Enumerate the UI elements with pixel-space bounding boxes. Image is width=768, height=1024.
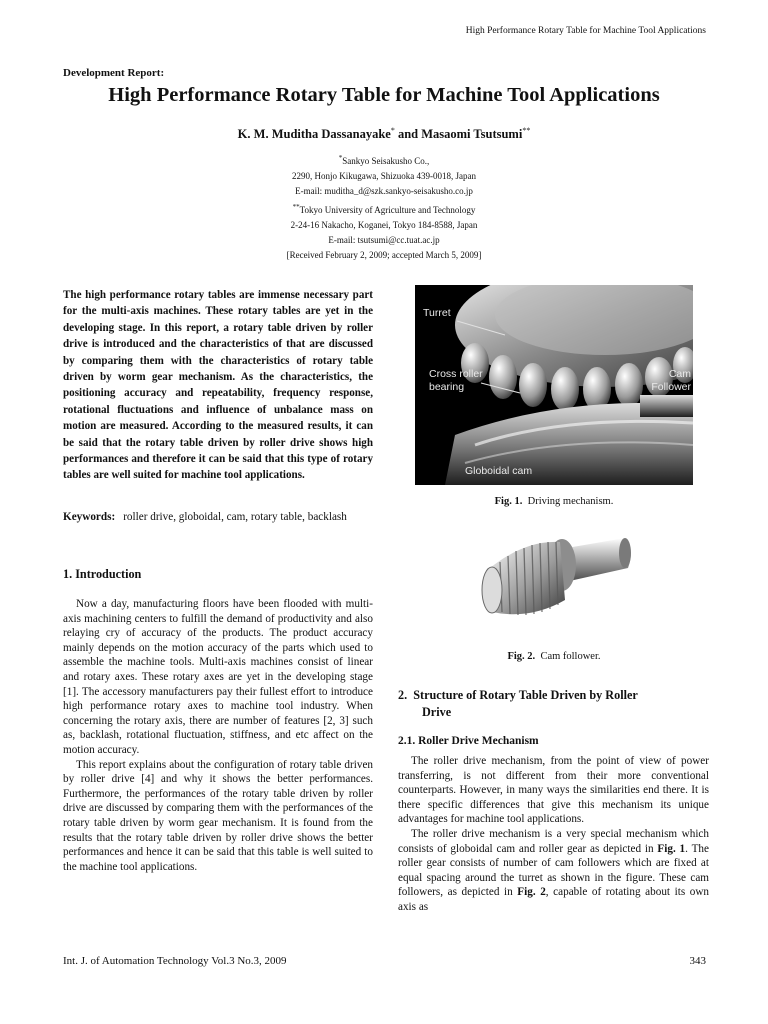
cam-follower-image [470, 520, 640, 635]
author-1: K. M. Muditha Dassanayake [237, 127, 391, 142]
affiliation-line: **Tokyo University of Agriculture and Technology [292, 202, 476, 215]
subsection-2-1-heading: 2.1. Roller Drive Mechanism [398, 735, 539, 747]
author-2-mark: ** [522, 126, 531, 135]
section-2-heading: 2. Structure of Rotary Table Driven by Roller Drive [398, 688, 638, 719]
section-1-heading: 1. Introduction [63, 567, 142, 581]
author-2: Masaomi Tsutsumi [421, 127, 523, 142]
section-2-body [398, 754, 709, 915]
affiliation-line: E-mail: muditha_d@szk.sankyo-seisakusho.co.jp [295, 186, 473, 197]
paragraph: Now a day, manufacturing floors have been flooded with multi-axis machining centers to fulfill the demand of productivity and also relaying cry of accuracy of the products. The product accuracy mainly depends on the motion accuracy of the parts which used to assemble the machine tools. Multi-axis machines consist of linear and rotary axes. These rotary axes are yet in the developing stage [1]. The accessory manufacturers pay their fullest effort to introduce high performance rotary axes to machine tool industry. When concerning the rotary axis, there are number of features [2, 3] such as, backlash, rotational fluctuation, stiffness, and etc affect on the motion accuracy. [63, 598, 373, 756]
label-turret: Turret [423, 307, 451, 319]
figure-1-caption: Fig. 1. Driving mechanism. [494, 496, 614, 507]
affiliation-line: E-mail: tsutsumi@cc.tuat.ac.jp [328, 235, 440, 246]
paper-title: High Performance Rotary Table for Machine Tool Applications [108, 84, 660, 106]
author-1-mark: * [390, 126, 395, 135]
label-cross-roller-bearing: Cross roller bearing [429, 368, 483, 393]
page-number: 343 [689, 955, 706, 967]
keywords [63, 510, 373, 526]
affiliation-line: 2-24-16 Nakacho, Koganei, Tokyo 184-8588, Japan [290, 219, 478, 230]
author-connector: and [394, 127, 422, 142]
received-date: [Received February 2, 2009; accepted March 5, 2009] [286, 250, 482, 261]
label-cam-follower: Cam Follower [651, 368, 691, 393]
keywords-label: Keywords: [63, 511, 116, 523]
figure-1-driving-mechanism [415, 285, 693, 485]
affiliation-line: *Sankyo Seisakusho Co., [338, 154, 430, 166]
section-1-body [63, 597, 373, 874]
journal-footer: Int. J. of Automation Technology Vol.3 No.3, 2009 [63, 955, 287, 967]
authors [0, 126, 768, 142]
running-head: High Performance Rotary Table for Machine Tool Applications [465, 26, 706, 36]
paragraph: This report explains about the configuration of rotary table driven by roller drive [4] and why it shows the better performances. Furthermore, the performances of the rotary table driven by roller drive are discussed by comparing them with the performances of the rotary table driven by worm gear mechanism. It is found from the results that the rotary table driven by roller drive shows the better performances and hence it can be said that this table is well suited to the machine tool applications. [63, 758, 373, 873]
affiliations [0, 151, 768, 263]
label-globoidal-cam: Globoidal cam [465, 465, 533, 477]
abstract: The high performance rotary tables are immense necessary part for the multi-axis machines. These rotary tables are yet in the developing stage. In this report, a rotary table driven by roller drive is introduced and the characteristics of that are discussed by comparing them with the characteristics of rotary table driven by worm gear mechanism. As the characteristics, the positioning accuracy and repeatability, frequency response, rotational fluctuations and influence of unbalance mass on motion are measured. According to the measured results, it can be said that the rotary table driven by roller drive shows high performances and therefore it can be said that this type of rotary tables are well suited for machine tool applications. [63, 289, 373, 482]
paragraph: The roller drive mechanism, from the point of view of power transferring, is not different from their more conventional counterparts. However, in many ways the similarities end there. It is there specific differences that give this mechanism its unique advantages for machine tool applications. [398, 755, 709, 826]
affiliation-line: 2290, Honjo Kikugawa, Shizuoka 439-0018, Japan [292, 171, 476, 182]
article-type-label: Development Report: [63, 67, 165, 79]
figure-2-cam-follower [470, 520, 640, 635]
keywords-text: roller drive, globoidal, cam, rotary table, backlash [123, 511, 347, 523]
figure-2-caption: Fig. 2. Cam follower. [507, 651, 601, 662]
paragraph: The roller drive mechanism is a very special mechanism which consists of globoidal cam and roller gear as depicted in Fig. 1. The roller gear consists of number of cam followers which are fixed at equal spacing around the turret as shown in the figure. These cam followers, as depicted in Fig. 2, capable of rotating about its own axis as [398, 827, 710, 913]
